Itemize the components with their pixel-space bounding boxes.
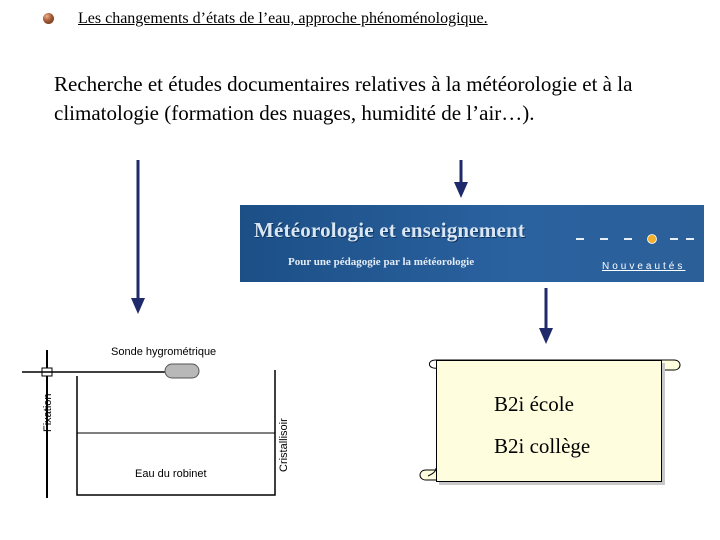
arrow-down-icon-left [130,160,146,316]
page-title: Les changements d’états de l’eau, approche phénoménologique. [78,10,488,27]
intro-text: Recherche et études documentaires relatives à la météorologie et à la climatologie (formation des nuages, humidité de l’air…). [54,72,633,125]
bullet-icon [43,13,54,24]
meteo-banner[interactable] [240,205,704,282]
b2i-scroll [416,350,682,486]
banner-subtitle: Pour une pédagogie par la météorologie [288,256,475,268]
experiment-diagram [0,330,310,510]
arrow-down-icon-top [453,160,469,200]
arrow-down-icon-right [538,288,554,346]
banner-title: Météorologie et enseignement [254,218,526,242]
probe-label: Sonde hygrométrique [111,346,217,358]
scroll-body [436,360,662,482]
banner-nav-dots-icon [572,234,697,244]
b2i-ecole-link[interactable]: B2i école [494,392,574,416]
cristallisoir-label: Cristallisoir [278,418,290,472]
news-link[interactable]: Nouveautés [602,261,686,272]
water-label: Eau du robinet [135,468,207,480]
b2i-college-link[interactable]: B2i collège [494,434,591,458]
fixation-label: Fixation [42,393,54,432]
